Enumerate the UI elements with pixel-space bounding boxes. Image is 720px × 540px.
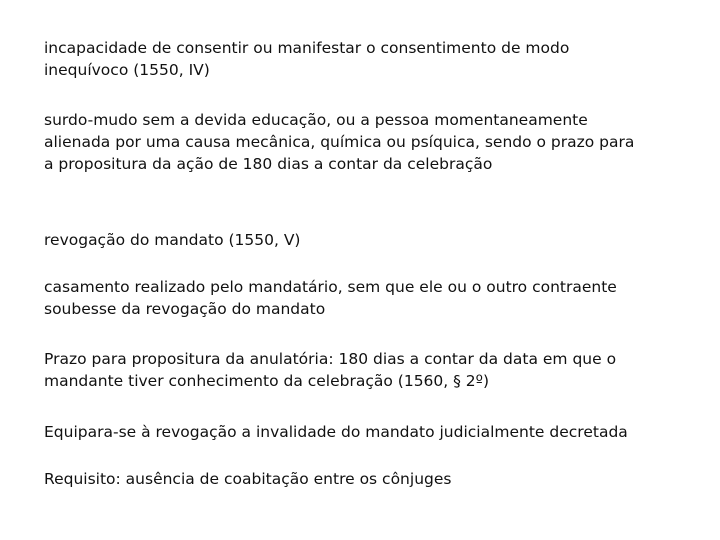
text-line: mandante tiver conhecimento da celebração (1560, § 2º): [44, 372, 490, 390]
paragraph-requisito: [44, 468, 674, 490]
text-line: a propositura da ação de 180 dias a contar da celebração: [44, 155, 493, 173]
paragraph-revogacao: [44, 229, 674, 251]
paragraph-surdo-mudo: [44, 109, 674, 175]
text-line: surdo-mudo sem a devida educação, ou a pessoa momentaneamente: [44, 111, 588, 129]
text-line: Equipara-se à revogação a invalidade do mandato judicialmente decretada: [44, 423, 628, 441]
paragraph-casamento: [44, 276, 674, 320]
paragraph-incapacidade: [44, 37, 674, 81]
text-line: casamento realizado pelo mandatário, sem que ele ou o outro contraente: [44, 278, 617, 296]
text-line: Requisito: ausência de coabitação entre os cônjuges: [44, 470, 452, 488]
text-line: inequívoco (1550, IV): [44, 61, 210, 79]
paragraph-prazo: [44, 348, 674, 392]
text-line: incapacidade de consentir ou manifestar o consentimento de modo: [44, 39, 570, 57]
text-line: alienada por uma causa mecânica, química ou psíquica, sendo o prazo para: [44, 133, 635, 151]
paragraph-equipara: [44, 421, 674, 443]
text-line: soubesse da revogação do mandato: [44, 300, 326, 318]
text-line: revogação do mandato (1550, V): [44, 231, 301, 249]
text-line: Prazo para propositura da anulatória: 180 dias a contar da data em que o: [44, 350, 617, 368]
